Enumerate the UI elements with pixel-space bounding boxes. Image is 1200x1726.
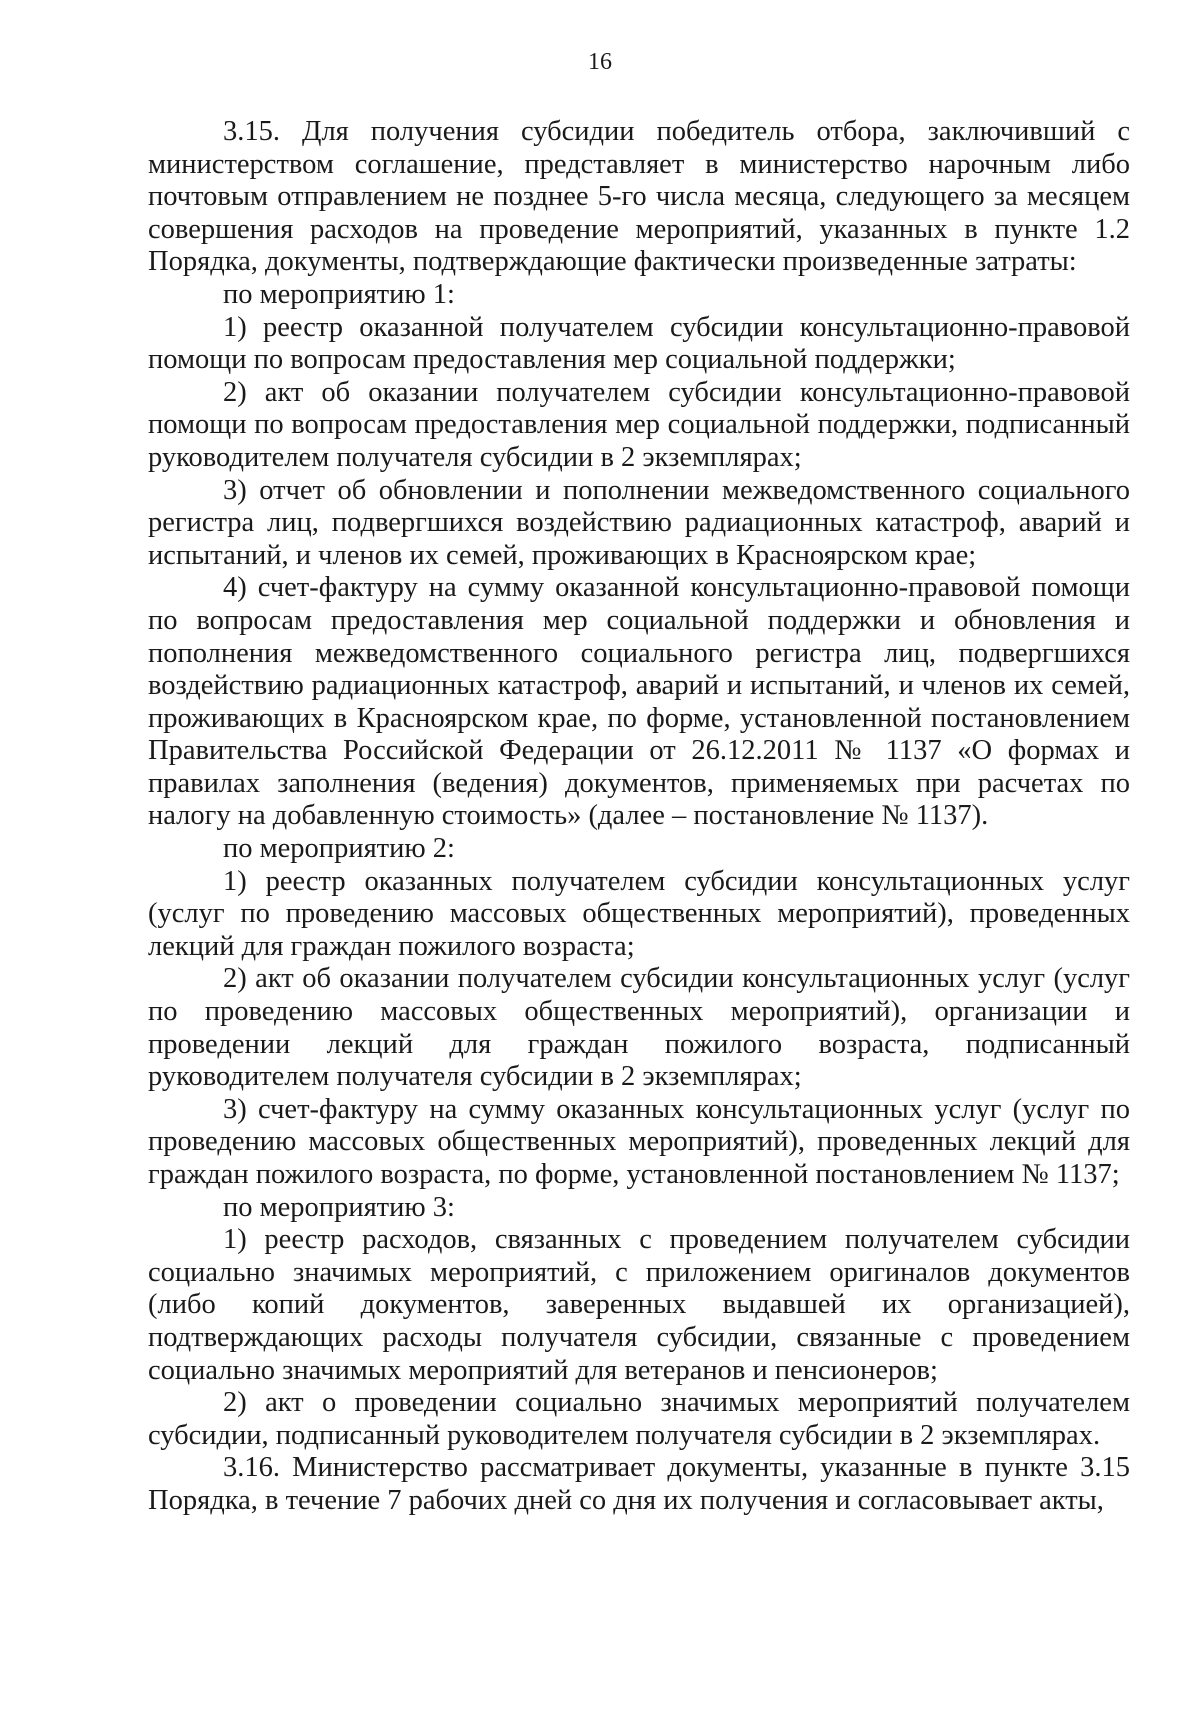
paragraph-event-1-item-1: 1) реестр оказанной получателем субсидии консультационно-правовой помощи по вопросам предоставления мер социальной поддержки; [148,311,1130,376]
paragraph-event-1-item-3: 3) отчет об обновлении и пополнении межведомственного социального регистра лиц, подвергшихся воздействию радиационных катастроф, аварий и испытаний, и членов их семей, проживающих в Красноярском крае; [148,474,1130,571]
paragraph-event-2-item-2: 2) акт об оказании получателем субсидии консультационных услуг (услуг по проведению массовых общественных мероприятий), организации и проведении лекций для граждан пожилого возраста, подписанный руководителем получателя субсидии в 2 экземплярах; [148,963,1130,1093]
paragraph-event-3-item-1: 1) реестр расходов, связанных с проведением получателем субсидии социально значимых мероприятий, с приложением оригиналов документов (либо копий документов, заверенных выдавшей их организацией), подтверждающих расходы получателя субсидии, связанные с проведением социально значимых мероприятий для ветеранов и пенсионеров; [148,1224,1130,1386]
paragraph-event-2-item-3: 3) счет-фактуру на сумму оказанных консультационных услуг (услуг по проведению массовых общественных мероприятий), проведенных лекций для граждан пожилого возраста, по форме, установленной постановлением № 1137; [148,1093,1130,1190]
paragraph-event-3-item-2: 2) акт о проведении социально значимых мероприятий получателем субсидии, подписанный руководителем получателя субсидии в 2 экземплярах. [148,1387,1130,1451]
paragraph-event-2-heading: по мероприятию 2: [223,833,455,865]
paragraph-event-1-heading: по мероприятию 1: [223,278,455,310]
paragraph-event-1-item-2: 2) акт об оказании получателем субсидии консультационно-правовой помощи по вопросам предоставления мер социальной поддержки, подписанный руководителем получателя субсидии в 2 экземплярах; [148,376,1130,473]
document-body [148,116,1130,1518]
paragraph-3-15: 3.15. Для получения субсидии победитель отбора, заключивший с министерством соглашение, представляет в министерство нарочным либо почтовым отправлением не позднее 5-го числа месяца, следующего за месяцем совершения расходов на проведение мероприятий, указанных в пункте 1.2 Порядка, документы, подтверждающие фактически произведенные затраты: [148,116,1130,278]
paragraph-event-2-item-1: 1) реестр оказанных получателем субсидии консультационных услуг (услуг по проведению массовых общественных мероприятий), проведенных лекций для граждан пожилого возраста; [148,865,1130,962]
paragraph-event-1-item-4: 4) счет-фактуру на сумму оказанной консультационно-правовой помощи по вопросам предоставления мер социальной поддержки и обновления и пополнения межведомственного социального регистра лиц, подвергшихся воздействию радиационных катастроф, аварий и испытаний, и членов их семей, проживающих в Красноярском крае, по форме, установленной постановлением Правительства Российской Федерации от 26.12.2011 № 1137 «О формах и правилах заполнения (ведения) документов, применяемых при расчетах по налогу на добавленную стоимость» (далее – постановление № 1137). [148,572,1130,832]
paragraph-event-3-heading: по мероприятию 3: [223,1191,455,1223]
page-number: 16 [588,49,612,75]
paragraph-3-16: 3.16. Министерство рассматривает документы, указанные в пункте 3.15 Порядка, в течение 7 рабочих дней со дня их получения и согласовывает акты, [148,1452,1130,1516]
